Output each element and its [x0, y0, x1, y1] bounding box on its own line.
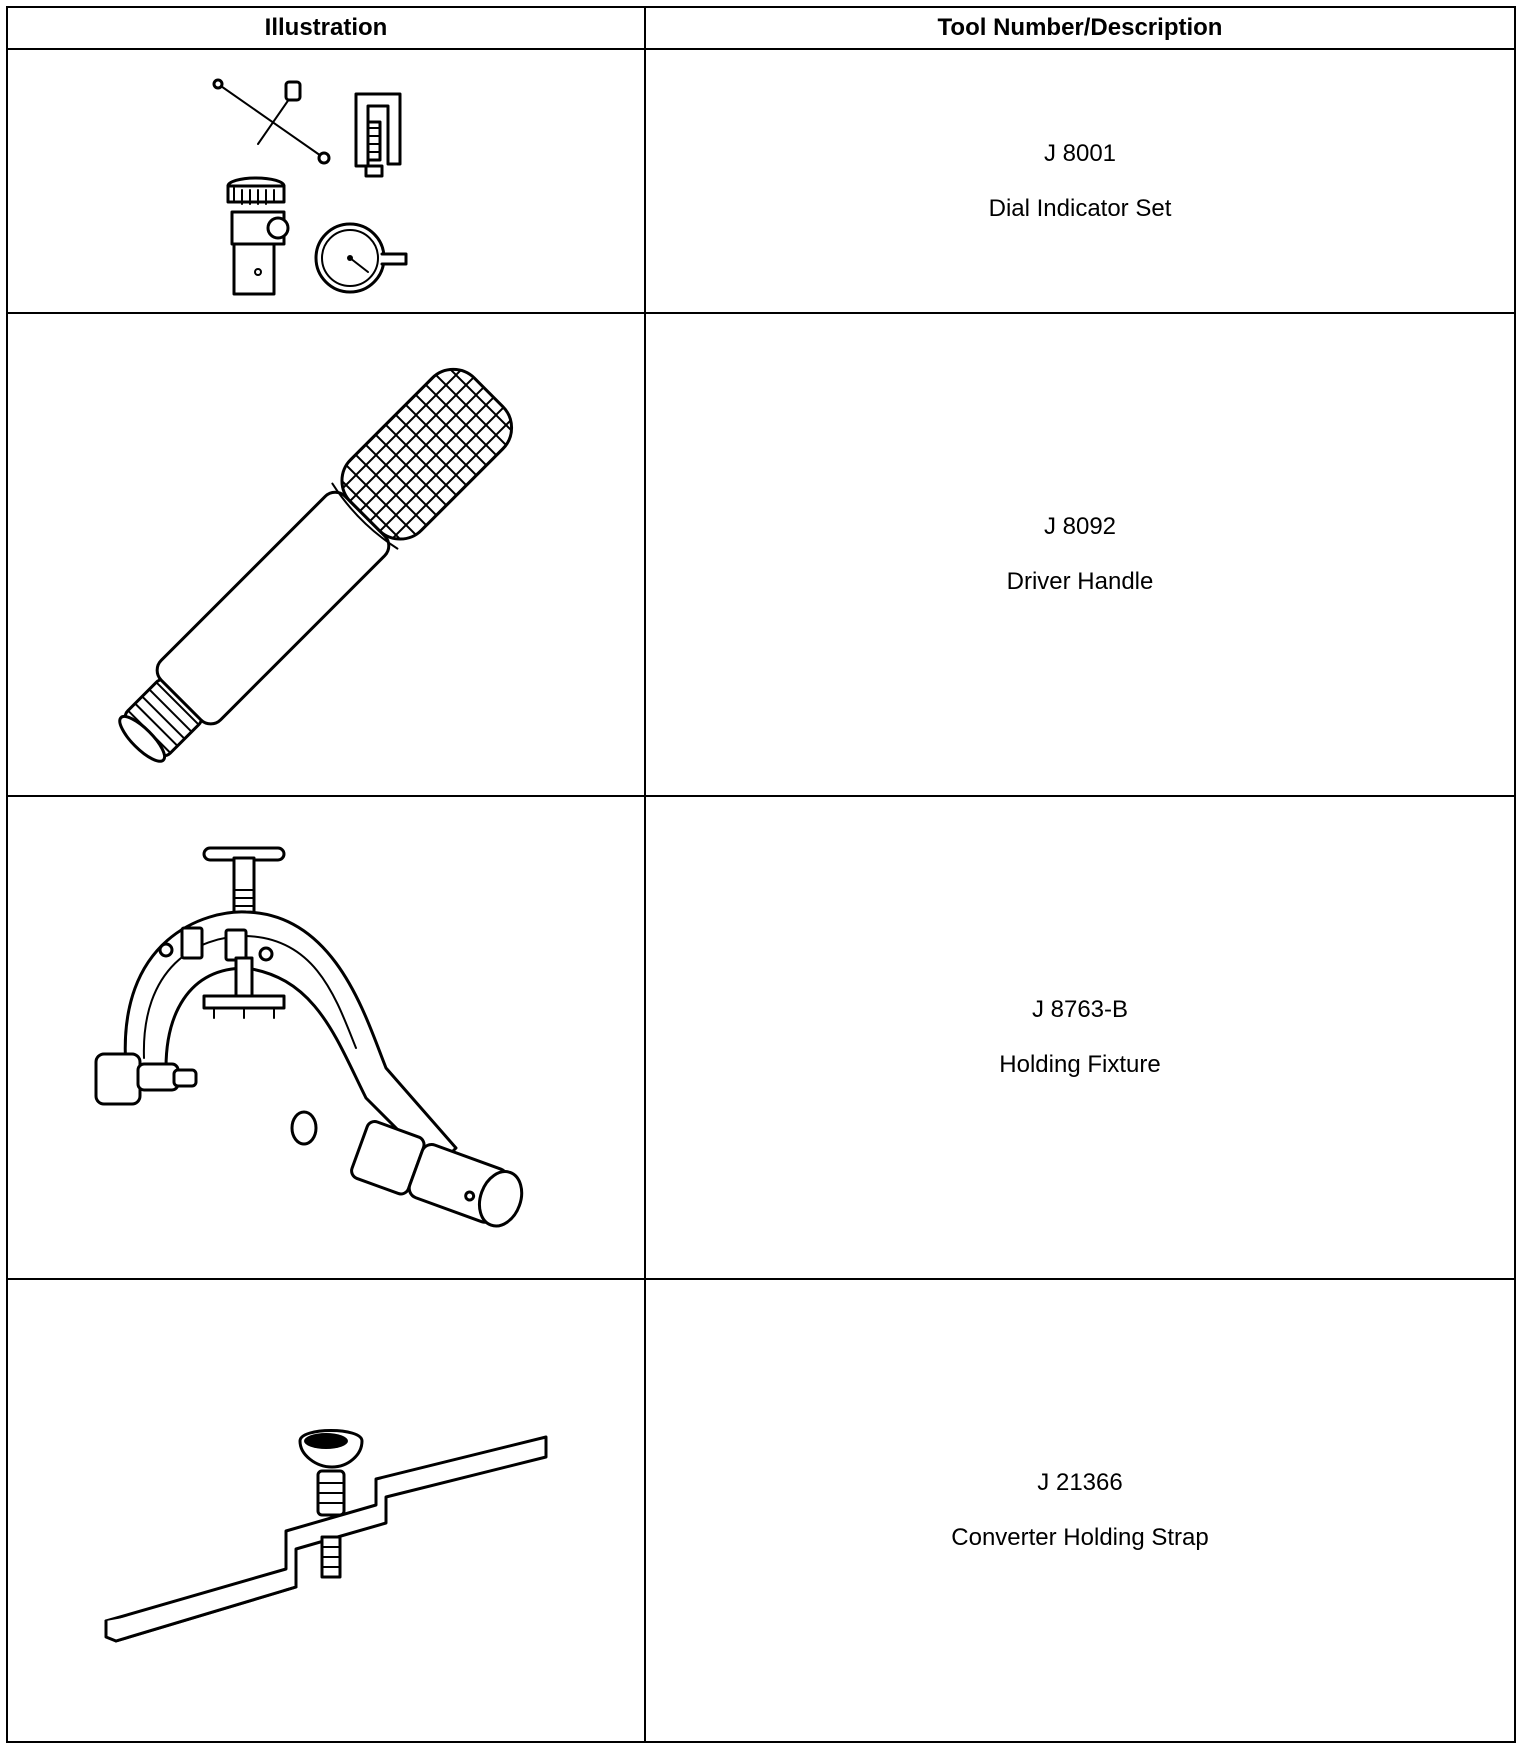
tool-description: Holding Fixture: [999, 1051, 1161, 1078]
header-tool-number-description: Tool Number/Description: [645, 7, 1515, 49]
tool-number: J 21366: [1037, 1469, 1123, 1496]
illustration-cell: [7, 796, 645, 1279]
table-row: [7, 796, 1515, 1279]
tool-description-cell: [645, 796, 1515, 1279]
tool-description: Converter Holding Strap: [951, 1524, 1209, 1551]
dial-indicator-set-illustration: [206, 64, 446, 298]
tool-description: Driver Handle: [1006, 568, 1154, 595]
tool-description: Dial Indicator Set: [988, 194, 1172, 222]
illustration-cell: [7, 1279, 645, 1742]
tool-description-cell: [645, 1279, 1515, 1742]
tools-table: [6, 6, 1516, 1743]
table-row: [7, 49, 1515, 313]
header-row: [7, 7, 1515, 49]
holding-fixture-illustration: [86, 818, 566, 1258]
header-illustration: Illustration: [7, 7, 645, 49]
illustration-cell: [7, 313, 645, 796]
table-row: [7, 313, 1515, 796]
tool-number: J 8092: [1043, 513, 1117, 540]
tool-number: J 8001: [1043, 139, 1117, 167]
table-row: [7, 1279, 1515, 1742]
illustration-cell: [7, 49, 645, 313]
driver-handle-illustration: [96, 335, 556, 775]
tool-description-cell: [645, 313, 1515, 796]
tool-number: J 8763-B: [1031, 996, 1129, 1023]
converter-holding-strap-illustration: [86, 1291, 566, 1731]
tool-description-cell: [645, 49, 1515, 313]
